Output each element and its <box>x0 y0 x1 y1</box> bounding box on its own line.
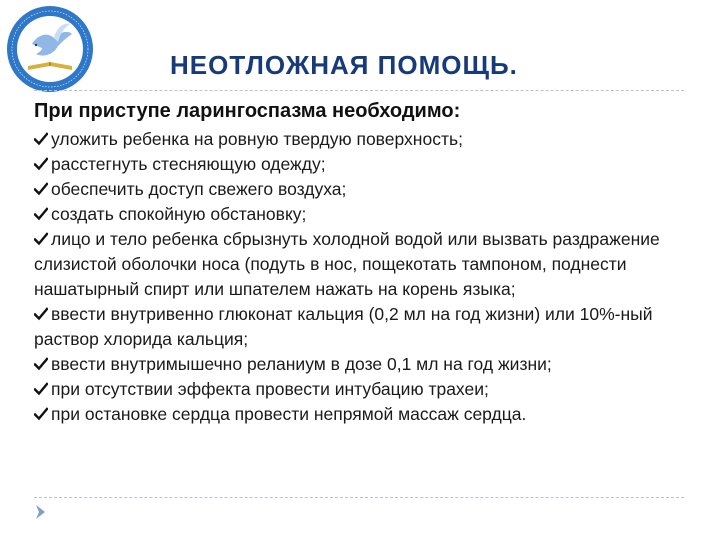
list-item-text: ввести внутривенно глюконат кальция (0,2 мл на год жизни) или 10%-ный раствор хлорида кальция; <box>34 304 653 349</box>
list-item <box>34 177 694 202</box>
checkmark-icon <box>34 357 48 371</box>
checkmark-icon <box>34 407 48 421</box>
list-item-text: уложить ребенка на ровную твердую поверхность; <box>51 129 463 149</box>
page-title <box>170 50 518 81</box>
bottom-divider <box>34 497 684 498</box>
instruction-list <box>34 127 694 427</box>
checkmark-icon <box>34 382 48 396</box>
dove-logo-icon <box>2 4 98 94</box>
list-item <box>34 352 694 377</box>
list-item-text: при остановке сердца провести непрямой массаж сердца. <box>51 404 527 424</box>
list-item-text: расстегнуть стесняющую одежду; <box>51 154 326 174</box>
checkmark-icon <box>34 232 48 246</box>
list-item <box>34 402 694 427</box>
checkmark-icon <box>34 182 48 196</box>
list-item <box>34 202 694 227</box>
list-item <box>34 127 694 152</box>
section-heading: При приступе ларингоспазма необходимо: <box>34 100 461 122</box>
checkmark-icon <box>34 157 48 171</box>
checkmark-icon <box>34 207 48 221</box>
title-period: . <box>509 50 518 80</box>
list-item-text: лицо и тело ребенка сбрызнуть холодной водой или вызвать раздражение слизистой оболочки носа (подуть в нос, пощекотать тампоном, поднести нашатырный спирт или шпателем нажать на корень языка; <box>34 229 660 299</box>
list-item <box>34 227 694 302</box>
next-arrow-icon[interactable] <box>34 503 48 521</box>
list-item-text: создать спокойную обстановку; <box>51 204 307 224</box>
list-item-text: при отсутствии эффекта провести интубацию трахеи; <box>51 379 489 399</box>
list-item-text: обеспечить доступ свежего воздуха; <box>51 179 347 199</box>
list-item <box>34 302 694 352</box>
content-area <box>34 100 694 427</box>
checkmark-icon <box>34 307 48 321</box>
title-text: НЕОТЛОЖНАЯ ПОМОЩЬ <box>170 50 510 80</box>
list-item-text: ввести внутримышечно реланиум в дозе 0,1 мл на год жизни; <box>51 354 552 374</box>
list-item <box>34 377 694 402</box>
checkmark-icon <box>34 132 48 146</box>
top-divider <box>34 90 684 91</box>
list-item <box>34 152 694 177</box>
